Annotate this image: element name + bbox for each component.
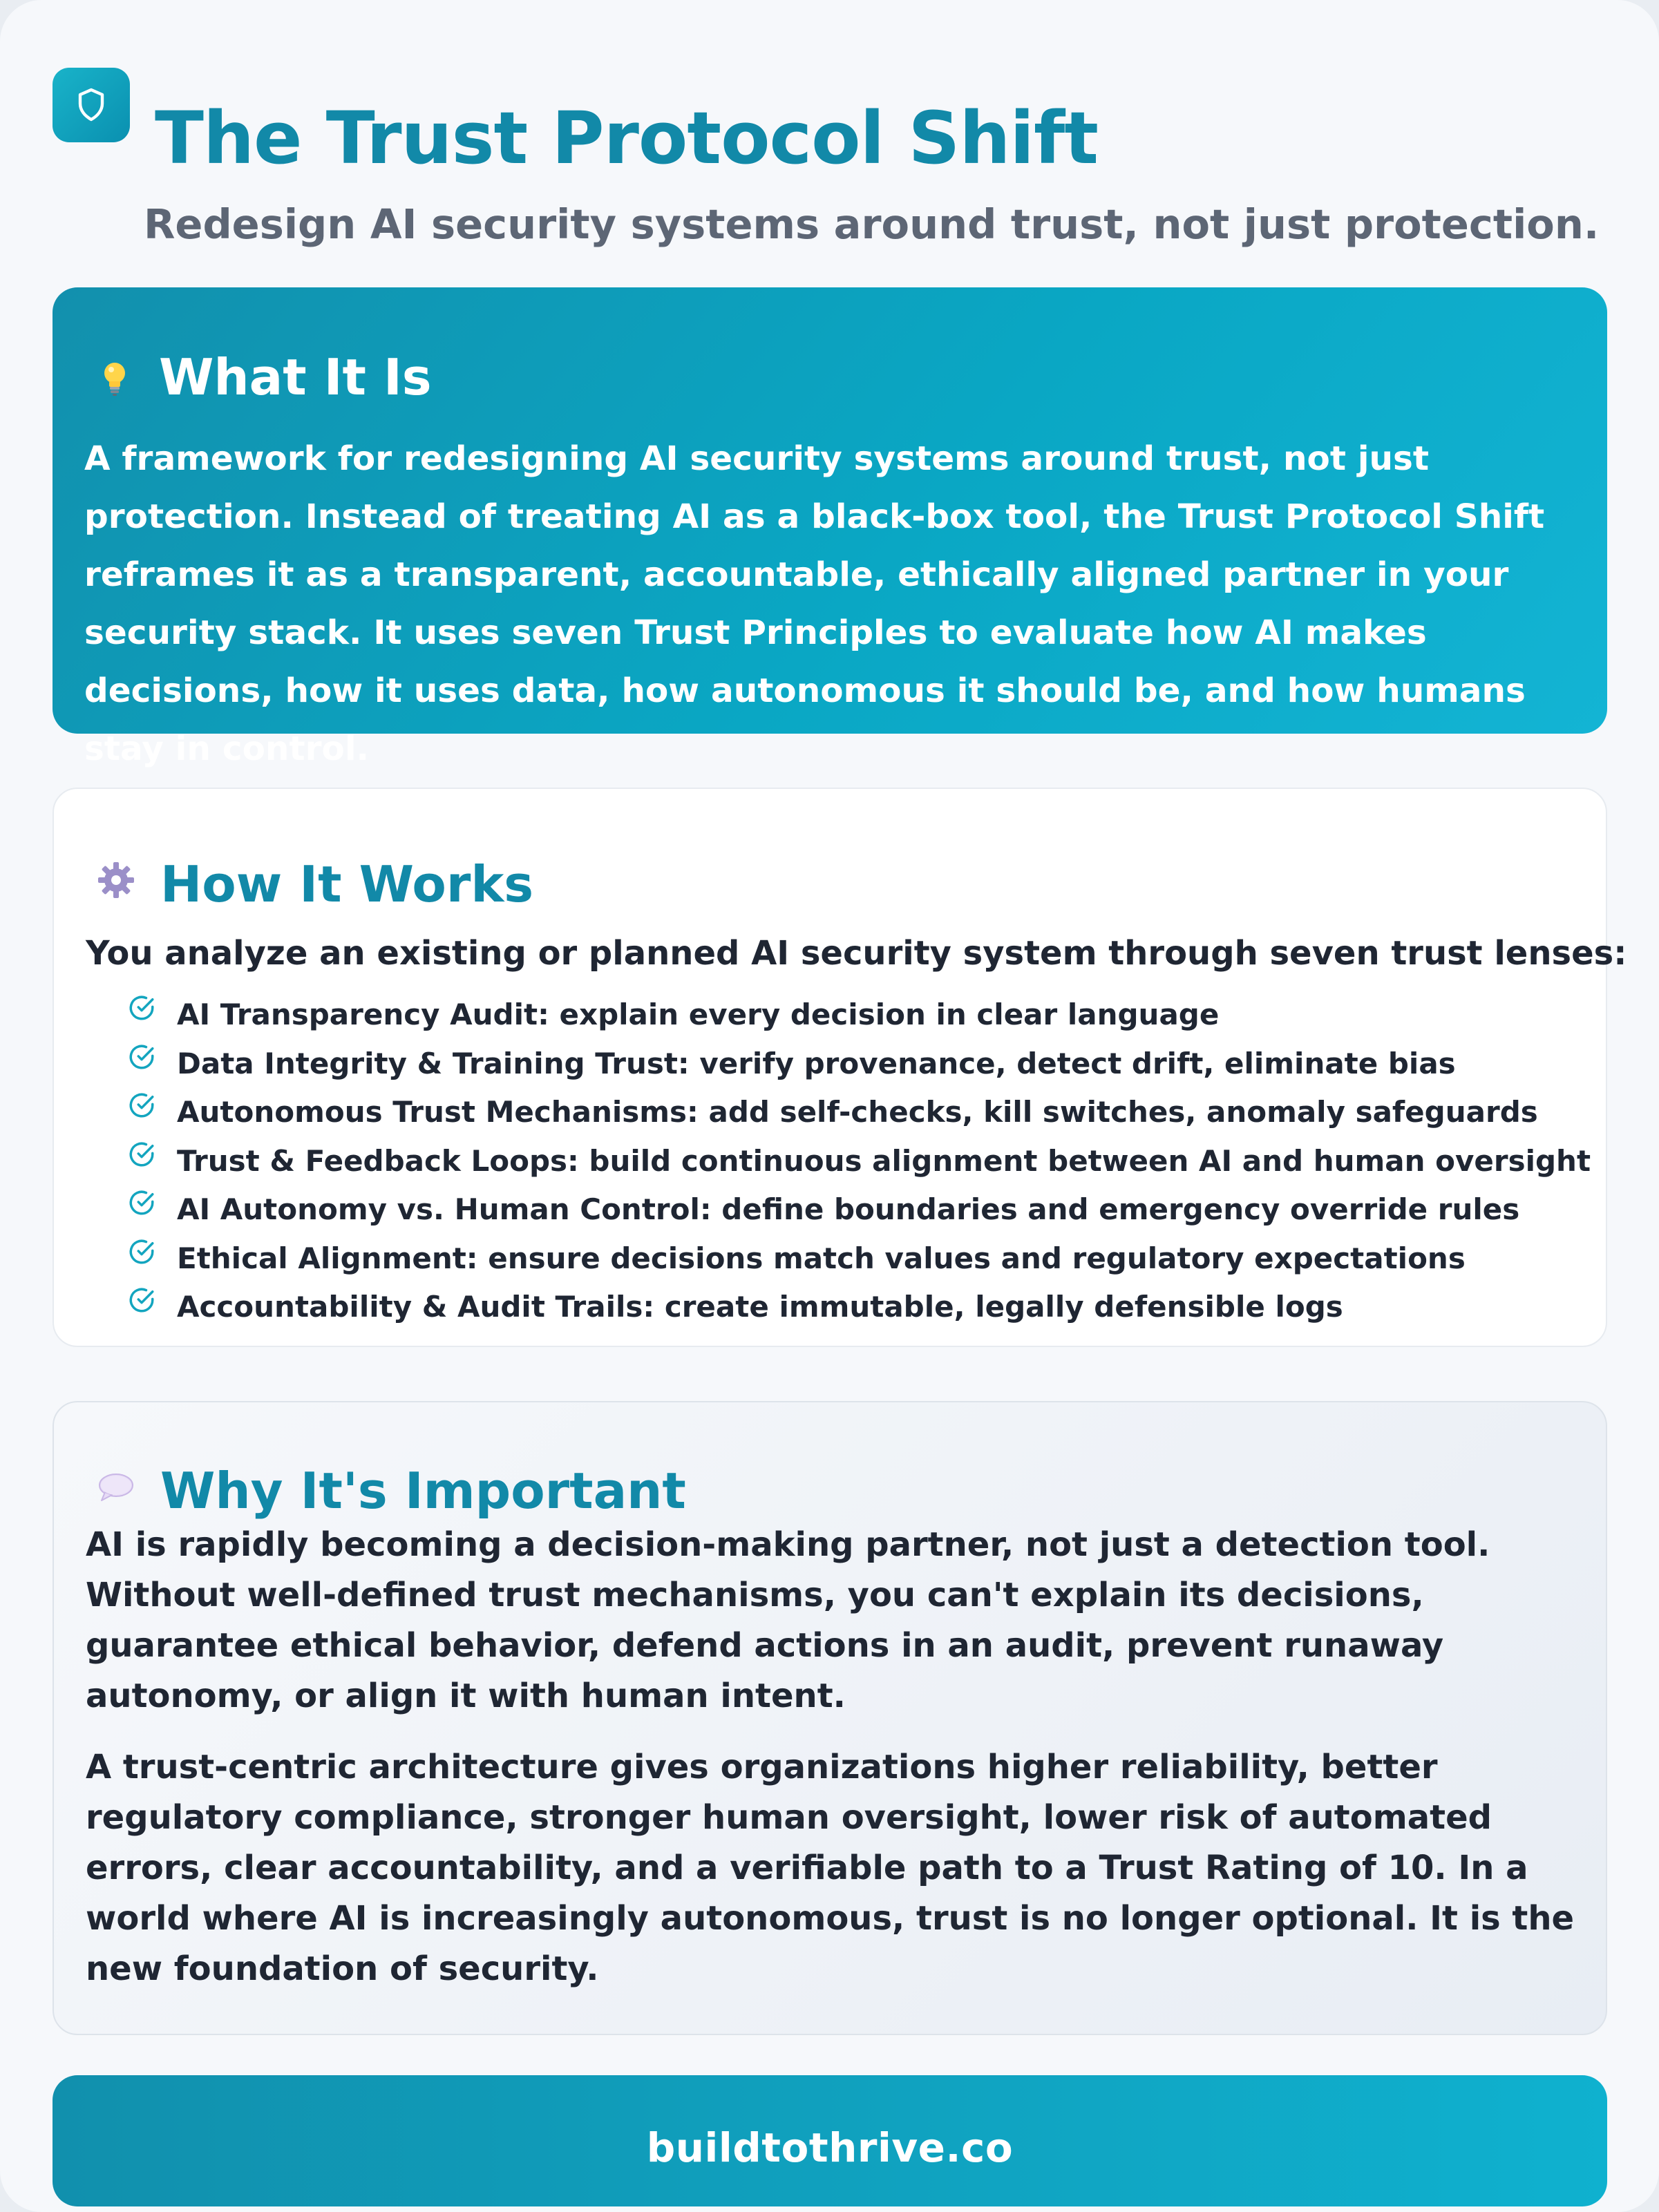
check-circle-icon <box>127 1140 156 1169</box>
check-circle-icon <box>127 1091 156 1120</box>
list-item-text: Accountability & Audit Trails: create immutable, legally defensible logs <box>177 1290 1343 1324</box>
check-circle-icon <box>127 1286 156 1315</box>
check-circle-icon <box>127 1042 156 1071</box>
list-item-text: Ethical Alignment: ensure decisions match values and regulatory expectations <box>177 1241 1466 1275</box>
logo-badge <box>53 68 130 142</box>
lightbulb-icon <box>93 356 137 401</box>
shield-icon <box>75 87 108 123</box>
page-subtitle: Redesign AI security systems around trust, not just protection. <box>144 200 1600 248</box>
footer-website[interactable]: buildtothrive.co <box>646 2124 1014 2171</box>
list-item <box>127 1088 1591 1137</box>
list-item <box>127 1040 1591 1089</box>
list-item-text: Trust & Feedback Loops: build continuous alignment between AI and human oversight <box>177 1143 1591 1178</box>
list-item-text: Autonomous Trust Mechanisms: add self-checks, kill switches, anomaly safeguards <box>177 1095 1538 1129</box>
footer-banner <box>53 2075 1607 2206</box>
list-item-text: Data Integrity & Training Trust: verify provenance, detect drift, eliminate bias <box>177 1046 1456 1080</box>
check-circle-icon <box>127 993 156 1022</box>
list-item <box>127 1234 1591 1284</box>
list-item <box>127 1137 1591 1186</box>
how-it-works-intro: You analyze an existing or planned AI security system through seven trust lenses: <box>86 934 1627 973</box>
list-item-text: AI Transparency Audit: explain every decision in clear language <box>177 998 1220 1031</box>
gear-icon <box>94 858 138 902</box>
what-it-is-title: What It Is <box>159 348 432 406</box>
trust-lenses-list <box>127 991 1591 1332</box>
list-item <box>127 1283 1591 1332</box>
why-important-paragraph-2: A trust-centric architecture gives organizations higher reliability, better regulatory compliance, stronger human oversight, lower risk of automated errors, clear accountability, and a verifiable path to a Trust Rating of 10. In a world where AI is increasingly autonomous, trust is no longer optional. It is the new foundation of security. <box>86 1748 1575 1988</box>
speech-bubble-icon <box>94 1466 138 1510</box>
check-circle-icon <box>127 1237 156 1266</box>
how-it-works-card <box>53 788 1627 1347</box>
list-item <box>127 991 1591 1040</box>
how-it-works-title: How It Works <box>160 855 534 913</box>
why-important-paragraph-1: AI is rapidly becoming a decision-making partner, not just a detection tool. Without well-defined trust mechanisms, you can't explain its decisions, guarantee ethical behavior, defend actions in an audit, prevent runaway autonomy, or align it with human intent. <box>86 1525 1490 1715</box>
check-circle-icon <box>127 1188 156 1217</box>
what-it-is-body: A framework for redesigning AI security systems around trust, not just protection. Instead of treating AI as a black-box tool, the Trust Protocol Shift reframes it as a transparent, accountable, ethically aligned partner in your security stack. It uses seven Trust Principles to evaluate how AI makes decisions, how it uses data, how autonomous it should be, and how humans stay in control. <box>84 439 1545 768</box>
why-important-card <box>53 1401 1607 2035</box>
list-item-text: AI Autonomy vs. Human Control: define boundaries and emergency override rules <box>177 1192 1520 1226</box>
page-title: The Trust Protocol Shift <box>155 96 1099 180</box>
why-important-title: Why It's Important <box>160 1462 686 1520</box>
what-it-is-card <box>53 287 1607 768</box>
list-item <box>127 1185 1591 1234</box>
